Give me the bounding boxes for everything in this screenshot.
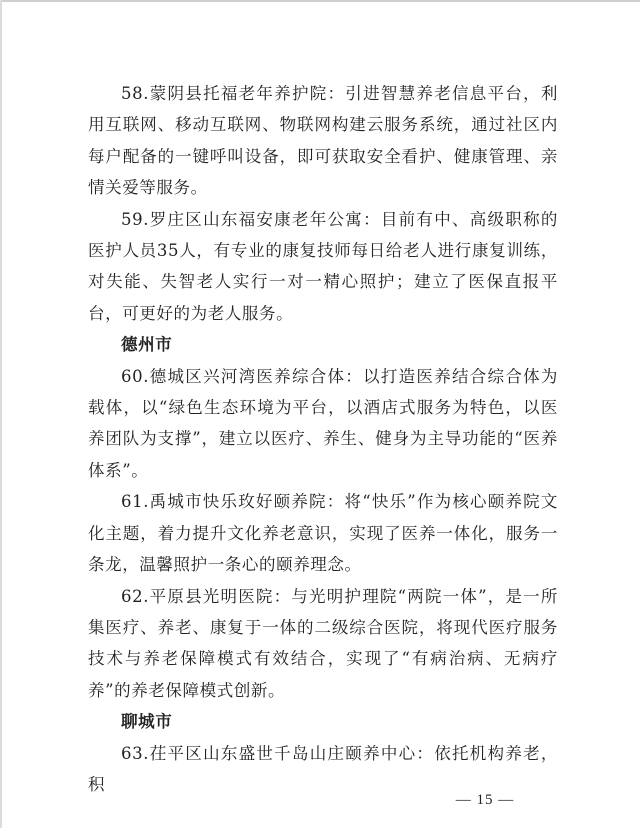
paragraph-59: 59.罗庄区山东福安康老年公寓：目前有中、高级职称的医护人员35人，有专业的康复技师每日给老人进行康复训练，对失能、失智老人实行一对一精心照护；建立了医保直报平台，可更好的为老人服务。 [88, 209, 558, 323]
paragraph-58: 58.蒙阴县托福老年养护院：引进智慧养老信息平台，利用互联网、移动互联网、物联网构建云服务系统，通过社区内每户配备的一键呼叫设备，即可获取安全看护、健康管理、亲情关爱等服务。 [88, 84, 558, 198]
document-body [88, 78, 558, 800]
page-number: — 15 — [455, 792, 515, 808]
paragraph-60: 60.德城区兴河湾医养综合体：以打造医养结合综合体为载体，以“绿色生态环境为平台，以酒店式服务为特色，以医养团队为支撑”，建立以医疗、养生、健身为主导功能的“医养体系”。 [88, 366, 558, 480]
paragraph-61: 61.禹城市快乐玫好颐养院：将“快乐”作为核心颐养院文化主题，着力提升文化养老意识，实现了医养一体化，服务一条龙，温馨照护一条心的颐养理念。 [88, 492, 558, 575]
city-heading-dezhou: 德州市 [121, 335, 173, 355]
paragraph-62: 62.平原县光明医院：与光明护理院“两院一体”，是一所集医疗、养老、康复于一体的二级综合医院，将现代医疗服务技术与养老保障模式有效结合，实现了“有病治病、无病疗养”的养老保障模式创新。 [88, 586, 558, 700]
page-top-edge [0, 0, 640, 2]
city-heading-liaocheng: 聊城市 [121, 712, 173, 732]
paragraph-63: 63.茌平区山东盛世千岛山庄颐养中心：依托机构养老，积 [88, 743, 558, 794]
page-left-edge [0, 0, 2, 828]
